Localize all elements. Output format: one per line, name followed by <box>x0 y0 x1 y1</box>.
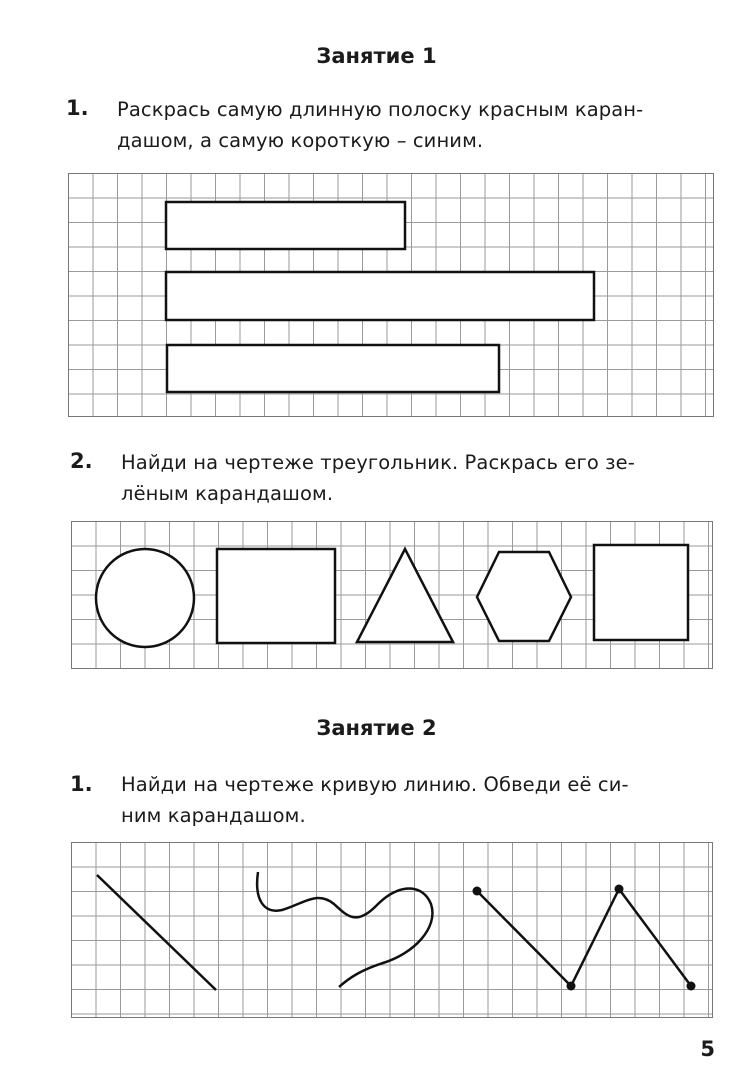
grid-border <box>72 843 713 1018</box>
straight-line[interactable] <box>97 875 216 990</box>
broken-line-vertex <box>567 982 576 991</box>
broken-line-vertex <box>473 887 482 896</box>
strips-grid <box>68 173 714 417</box>
lesson-2-task-1-text <box>121 769 629 831</box>
curved-line[interactable] <box>257 872 432 987</box>
strip-medium[interactable] <box>166 202 405 249</box>
task-1-text <box>117 94 643 156</box>
task-1-line-2: дашом, а самую короткую – синим. <box>117 129 484 152</box>
lines-grid <box>71 842 713 1018</box>
broken-line-vertex <box>687 982 696 991</box>
shapes-drawing <box>71 521 713 669</box>
task-2-line-2: лёным карандашом. <box>121 482 334 505</box>
task-2-line-1: Найди на чертеже треугольник. Раскрась его зе- <box>121 451 635 474</box>
square-shape[interactable] <box>217 549 335 643</box>
strip-shortest-candidate[interactable] <box>167 345 499 392</box>
lesson-2-heading: Занятие 2 <box>316 716 437 740</box>
lesson-1-heading: Занятие 1 <box>316 44 437 68</box>
lesson-2-task-1-line-1: Найди на чертеже кривую линию. Обведи её си- <box>121 773 629 796</box>
shapes-grid <box>71 521 713 669</box>
hexagon-shape[interactable] <box>477 552 571 641</box>
strips-drawing <box>68 173 714 417</box>
rectangle-shape[interactable] <box>594 545 688 640</box>
lesson-2-task-1-line-2: ним карандашом. <box>121 804 306 827</box>
lesson-2-task-1-number: 1. <box>70 772 93 796</box>
broken-line-vertex <box>615 885 624 894</box>
circle-shape[interactable] <box>96 549 194 647</box>
grid-lines <box>71 842 713 1018</box>
task-2-number: 2. <box>70 449 93 473</box>
task-1-line-1: Раскрась самую длинную полоску красным каран- <box>117 98 644 121</box>
task-1-number: 1. <box>66 96 89 120</box>
strip-longest[interactable] <box>166 272 594 320</box>
task-2-text <box>121 447 635 509</box>
broken-line[interactable] <box>477 889 691 986</box>
page-number: 5 <box>700 1037 715 1061</box>
lines-drawing <box>71 842 713 1018</box>
